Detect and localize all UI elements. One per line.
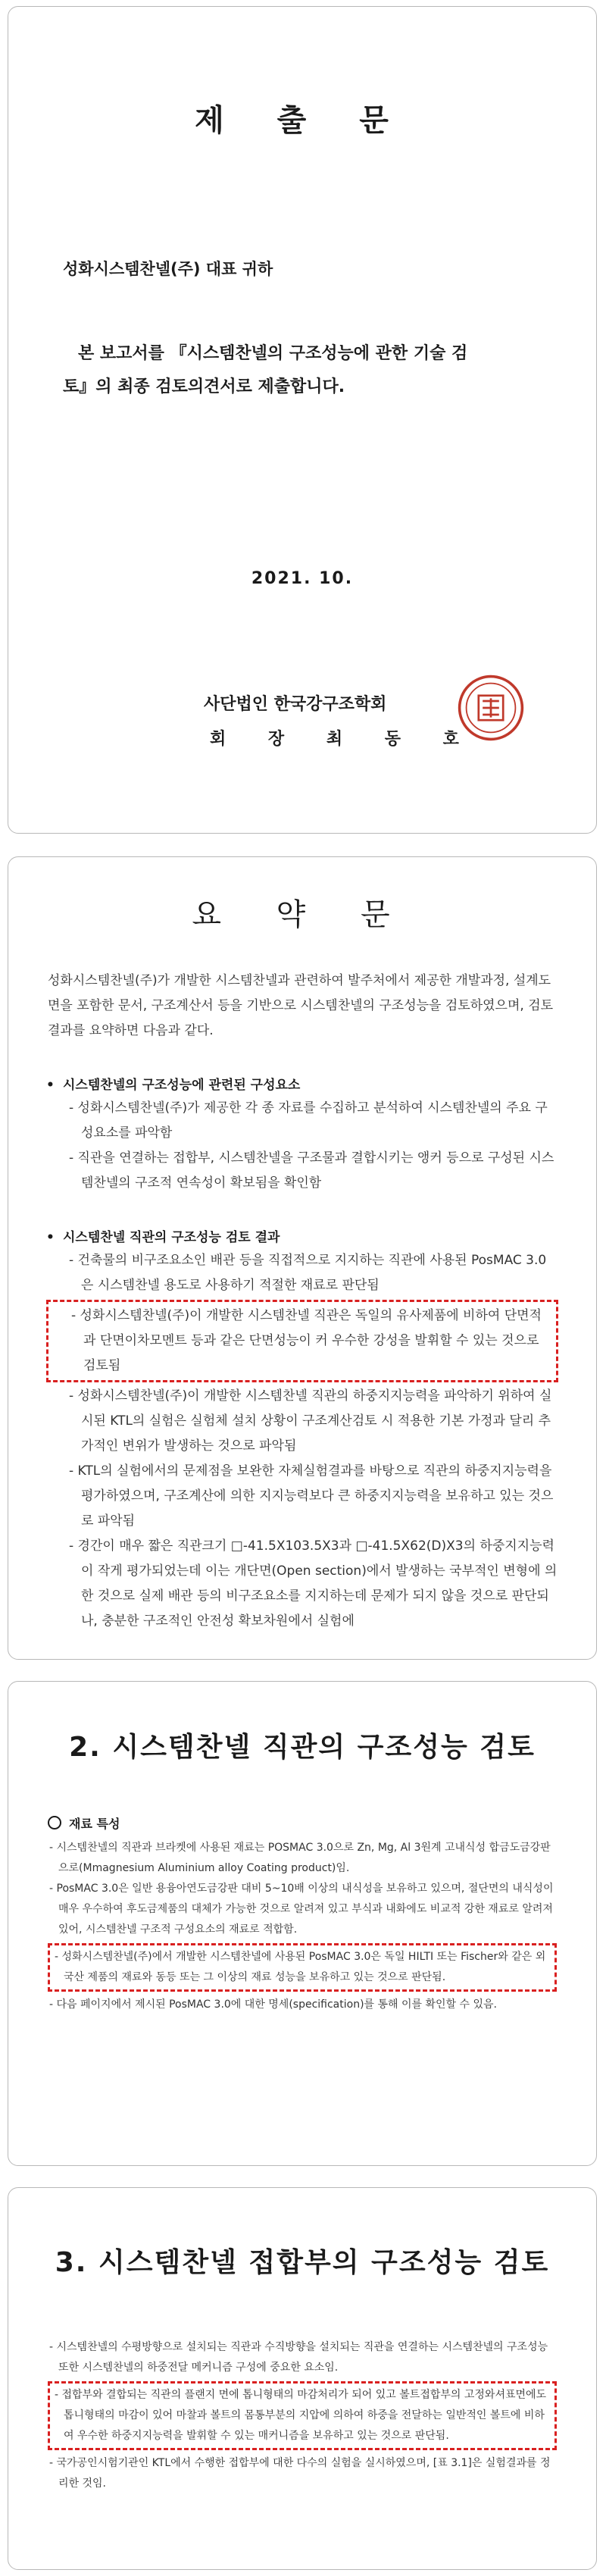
list-item: - 시스템찬넬의 직관과 브라켓에 사용된 재료는 POSMAC 3.0으로 Zn, Mg, Al 3원계 고내식성 합금도금강판으로(Mmagnesium Aluminium alloy Coating product)임. bbox=[49, 1842, 551, 1874]
section-straight-pipe-results bbox=[46, 1226, 558, 1634]
summary-intro: 성화시스템찬넬(주)가 개발한 시스템찬넬과 관련하여 발주처에서 제공한 개발과정, 설계도면을 포함한 문서, 구조계산서 등을 기반으로 시스템찬넬의 구조성능을 검토하였으며, 검토결과를 요약하면 다음과 같다. bbox=[48, 973, 554, 1038]
list-item: - 건축물의 비구조요소인 배관 등을 직접적으로 지지하는 직관에 사용된 PosMAC 3.0은 시스템찬넬 용도로 사용하기 적절한 재료로 판단됨 bbox=[69, 1253, 547, 1293]
list-item: - 성화시스템찬넬(주)이 개발한 시스템찬넬 직관은 독일의 유사제품에 비하여 단면적과 단면이차모멘트 등과 같은 단면성능이 커 우수한 강성을 발휘할 수 있는 것으로 검토됨 bbox=[71, 1308, 542, 1373]
statement-line: 본 보고서를 『시스템찬넬의 구조성능에 관한 기술 검 bbox=[78, 344, 468, 363]
highlight-box bbox=[46, 1300, 558, 1382]
summary-page bbox=[8, 856, 597, 1660]
page-title: 2. 시스템찬넬 직관의 구조성능 검토 bbox=[69, 1732, 536, 1763]
page-title: 3. 시스템찬넬 접합부의 구조성능 검토 bbox=[55, 2247, 550, 2278]
list-item: - 접합부와 결합되는 직관의 플랜지 면에 톱니형태의 마감처리가 되어 있고 볼트접합부의 고정와셔표면에도 톱니형태의 마감이 있어 마찰과 볼트의 몸통부분의 지압에 의하여 하중을 전달하는 일반적인 볼트에 비하여 우수한 하중지지능력을 발휘할 수 있는 매커니즘을 보유하고 있는 것으로 판단됨. bbox=[55, 2389, 547, 2442]
page-title: 요 약 문 bbox=[192, 897, 413, 932]
section-components bbox=[46, 1074, 558, 1196]
joint-page bbox=[8, 2187, 597, 2570]
section-heading: • 시스템찬넬 직관의 구조성능 검토 결과 bbox=[46, 1230, 280, 1245]
highlight-box bbox=[48, 2381, 557, 2450]
straight-pipe-page bbox=[8, 1681, 597, 2166]
section-heading: 재료 특성 bbox=[48, 1814, 557, 1832]
section-heading: • 시스템찬넬의 구조성능에 관련된 구성요소 bbox=[46, 1078, 301, 1093]
list-item: - 성화시스템찬넬(주)이 개발한 시스템찬넬 직관의 하중지지능력을 파악하기 위하여 실시된 KTL의 실험은 실험체 설치 상황이 구조계산검토 시 적용한 기본 가정과 달리 추가적인 변위가 발생하는 것으로 파악됨 bbox=[69, 1388, 552, 1454]
list-item: - 성화시스템찬넬(주)가 제공한 각 종 자료를 수집하고 분석하여 시스템찬넬의 주요 구성요소를 파악함 bbox=[69, 1100, 548, 1141]
list-item: - 성화시스템찬넬(주)에서 개발한 시스템찬넬에 사용된 PosMAC 3.0은 독일 HILTI 또는 Fischer와 같은 외국산 제품의 재료와 동등 또는 그 이상의 재료 성능을 보유하고 있는 것으로 판단됨. bbox=[55, 1951, 546, 1983]
list-item: - 시스템찬넬의 수평방향으로 설치되는 직관과 수직방향을 설치되는 직관을 연결하는 시스템찬넬의 구조성능 또한 시스템찬넬의 하중전달 메커니즘 구성에 중요한 요소임. bbox=[49, 2341, 548, 2374]
list-item: - KTL의 실험에서의 문제점을 보완한 자체실험결과를 바탕으로 직관의 하중지지능력을 평가하였으며, 구조계산에 의한 지지능력보다 큰 하중지지능력을 보유하고 있는 것으로 파악됨 bbox=[69, 1463, 554, 1529]
organization bbox=[204, 687, 477, 757]
statement-line: 토』의 최종 검토의견서로 제출합니다. bbox=[63, 377, 345, 396]
cover-page bbox=[8, 6, 597, 834]
list-item: - 다음 페이지에서 제시된 PosMAC 3.0에 대한 명세(specification)를 통해 이를 확인할 수 있음. bbox=[49, 1999, 497, 2011]
submission-statement bbox=[63, 337, 551, 404]
list-item: - 경간이 매우 짧은 직관크기 □-41.5X103.5X3과 □-41.5X62(D)X3의 하중지지능력이 작게 평가되었는데 이는 개단면(Open section)에서 발생하는 국부적인 변형에 의한 것으로 실제 배관 등의 비구조요소를 지지하는데 문제가 되지 않을 것으로 판단되나, 충분한 구조적인 안전성 확보차원에서 실험에 bbox=[69, 1538, 558, 1629]
list-item: - PosMAC 3.0은 일반 용융아연도금강판 대비 5~10배 이상의 내식성을 보유하고 있으며, 절단면의 내식성이 매우 우수하여 후도금제품의 대체가 가능한 것으로 알려져 있고 부식과 내화에도 비교적 강한 재료로 알려져 있어, 시스템찬넬 구조적 구성요소의 재료로 적합함. bbox=[49, 1883, 554, 1936]
material-list bbox=[48, 1838, 557, 2015]
page-title: 제 출 문 bbox=[195, 103, 410, 138]
addressee: 성화시스템찬넬(주) 대표 귀하 bbox=[63, 260, 273, 278]
president-name: 회 장 최 동 호 bbox=[210, 730, 477, 749]
joint-list bbox=[48, 2337, 557, 2494]
organization-name: 사단법인 한국강구조학회 bbox=[204, 695, 387, 714]
list-item: - 직관을 연결하는 접합부, 시스템찬넬을 구조물과 결합시키는 앵커 등으로 구성된 시스템찬넬의 구조적 연속성이 확보됨을 확인함 bbox=[69, 1150, 554, 1191]
official-seal-icon bbox=[457, 674, 525, 742]
list-item: - 국가공인시험기관인 KTL에서 수행한 접합부에 대한 다수의 실험을 실시하였으며, [표 3.1]은 실험결과를 정리한 것임. bbox=[49, 2457, 551, 2490]
highlight-box bbox=[48, 1943, 557, 1992]
circle-bullet-icon bbox=[48, 1816, 61, 1829]
submission-date: 2021. 10. bbox=[251, 569, 354, 588]
